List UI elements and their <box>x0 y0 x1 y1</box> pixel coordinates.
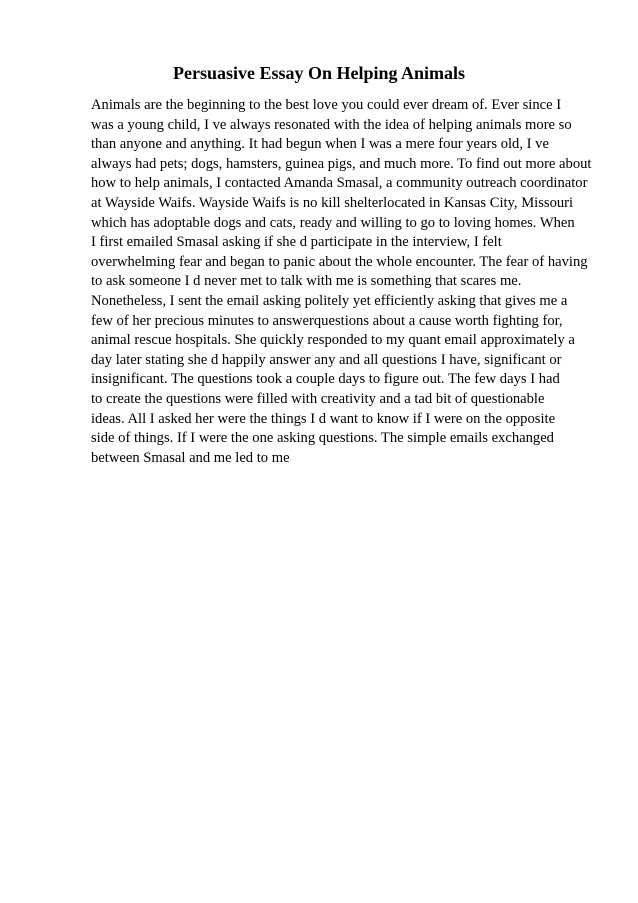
essay-line: insignificant. The questions took a couple days to figure out. The few days I had <box>91 371 560 388</box>
essay-line: ideas. All I asked her were the things I d want to know if I were on the opposite <box>91 410 556 427</box>
essay-line: which has adoptable dogs and cats, ready and willing to go to loving homes. When <box>91 214 575 231</box>
essay-line: Nonetheless, I sent the email asking politely yet efficiently asking that gives me a <box>91 292 568 309</box>
essay-line: overwhelming fear and began to panic about the whole encounter. The fear of having <box>91 253 588 270</box>
essay-line: was a young child, I ve always resonated with the idea of helping animals more so <box>91 116 572 133</box>
essay-line: how to help animals, I contacted Amanda Smasal, a community outreach coordinator <box>91 175 588 192</box>
essay-line: than anyone and anything. It had begun when I was a mere four years old, I ve <box>91 136 549 153</box>
essay-line: day later stating she d happily answer any and all questions I have, significant or <box>91 351 562 368</box>
essay-line: to create the questions were filled with creativity and a tad bit of questionable <box>91 390 545 407</box>
essay-line: Animals are the beginning to the best love you could ever dream of. Ever since I <box>91 97 562 113</box>
essay-line: between Smasal and me led to me <box>91 449 290 466</box>
document-title: Persuasive Essay On Helping Animals <box>172 63 466 83</box>
essay-line: always had pets; dogs, hamsters, guinea pigs, and much more. To find out more about <box>91 155 592 172</box>
essay-line: at Wayside Waifs. Wayside Waifs is no kill shelterlocated in Kansas City, Missouri <box>91 194 574 211</box>
essay-line: side of things. If I were the one asking questions. The simple emails exchanged <box>91 430 554 447</box>
essay-line: few of her precious minutes to answerquestions about a cause worth fighting for, <box>91 312 563 329</box>
essay-body <box>91 96 611 468</box>
essay-line: to ask someone I d never met to talk with me is something that scares me. <box>91 273 522 290</box>
essay-line: I first emailed Smasal asking if she d participate in the interview, I felt <box>91 234 502 251</box>
essay-line: animal rescue hospitals. She quickly responded to my quant email approximately a <box>91 332 575 349</box>
